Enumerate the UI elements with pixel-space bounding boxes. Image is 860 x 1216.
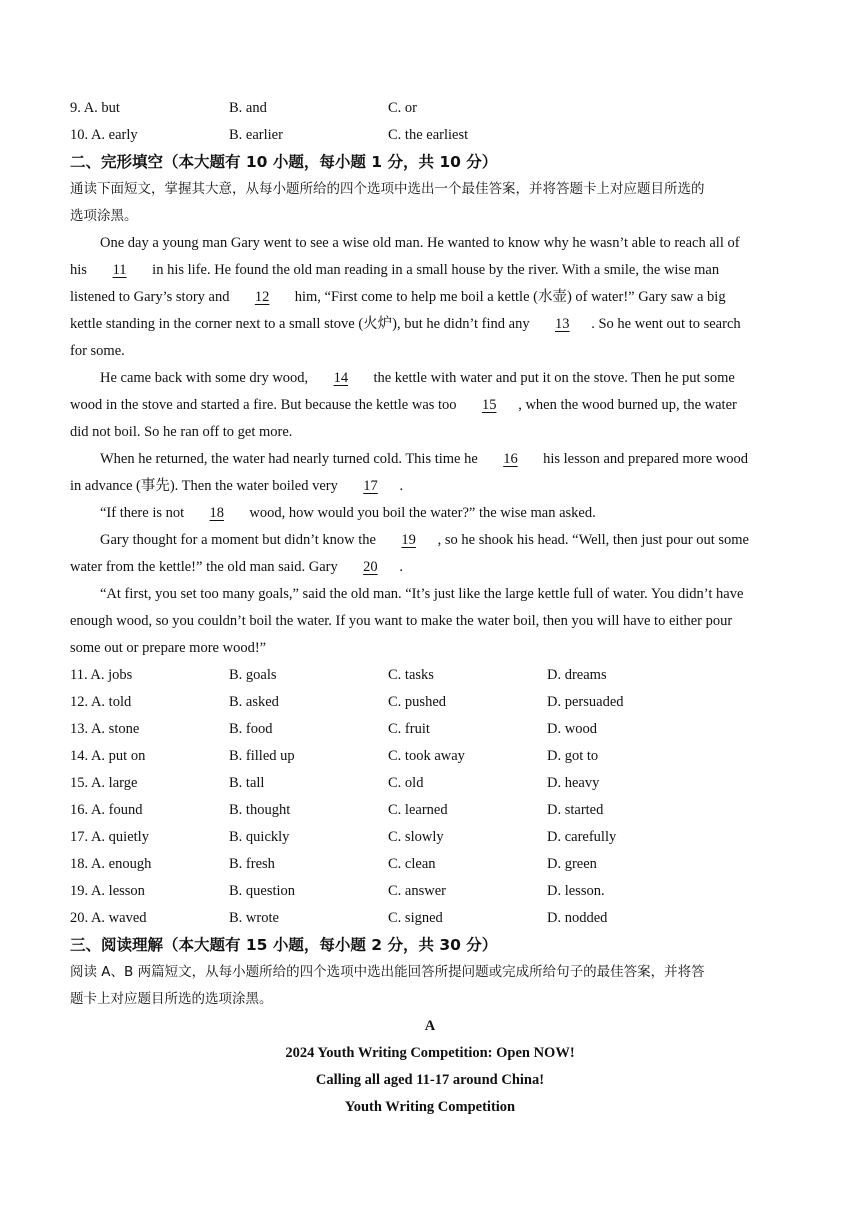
passage-line: kettle standing in the corner next to a small stove (火炉), but he didn’t find any 13 . So he went out to search: [70, 311, 790, 338]
option-d: D. persuaded: [547, 694, 624, 710]
option-c: C. or: [388, 100, 417, 116]
option-a: 18. A. enough: [70, 856, 152, 872]
question-9-options: [70, 95, 790, 122]
option-d: D. dreams: [547, 667, 607, 683]
section-2-instruction-cont: 选项涂黑。: [70, 208, 138, 224]
passage-line: his 11 in his life. He found the old man reading in a small house by the river. With a smile, the wise man: [70, 257, 790, 284]
part-label: A: [424, 1018, 436, 1034]
passage-line: One day a young man Gary went to see a wise old man. He wanted to know why he wasn’t able to reach all of: [100, 235, 740, 251]
passage-line: enough wood, so you couldn’t boil the water. If you want to make the water boil, then you will have to either pour: [70, 613, 733, 629]
passage-line: in advance (事先). Then the water boiled very 17 .: [70, 473, 790, 500]
option-d: D. got to: [547, 748, 599, 764]
passage-line: “If there is not 18 wood, how would you boil the water?” the wise man asked.: [70, 500, 790, 527]
blank-14: 14: [333, 370, 349, 386]
option-a: 17. A. quietly: [70, 829, 149, 845]
question-options-row: [70, 662, 790, 689]
option-b: B. fresh: [229, 856, 275, 872]
option-a: 11. A. jobs: [70, 667, 133, 683]
blank-19: 19: [401, 532, 416, 548]
question-options-row: [70, 878, 790, 905]
option-d: D. nodded: [547, 910, 608, 926]
option-d: D. wood: [547, 721, 597, 737]
article-heading: 2024 Youth Writing Competition: Open NOW!: [285, 1045, 575, 1061]
option-b: B. tall: [229, 775, 265, 791]
passage-line: did not boil. So he ran off to get more.: [70, 424, 293, 440]
passage-line: When he returned, the water had nearly turned cold. This time he 16 his lesson and prepared more wood: [70, 446, 790, 473]
passage-line: some out or prepare more wood!”: [70, 640, 267, 656]
question-10-options: [70, 122, 790, 149]
question-options-row: [70, 716, 790, 743]
option-a: 19. A. lesson: [70, 883, 145, 899]
option-a: 15. A. large: [70, 775, 138, 791]
option-c: C. fruit: [388, 721, 430, 737]
option-c: C. slowly: [388, 829, 444, 845]
option-d: D. heavy: [547, 775, 600, 791]
option-d: D. green: [547, 856, 597, 872]
section-2-title: 二、完形填空（本大题有 10 小题，每小题 1 分，共 10 分）: [70, 153, 498, 171]
question-options-row: [70, 797, 790, 824]
passage-line: water from the kettle!” the old man said. Gary 20 .: [70, 554, 790, 581]
option-c: C. clean: [388, 856, 436, 872]
option-a: 10. A. early: [70, 127, 138, 143]
option-b: B. asked: [229, 694, 279, 710]
option-b: B. quickly: [229, 829, 290, 845]
option-c: C. pushed: [388, 694, 446, 710]
question-options-row: [70, 689, 790, 716]
option-c: C. signed: [388, 910, 443, 926]
option-a: 20. A. waved: [70, 910, 147, 926]
option-a: 12. A. told: [70, 694, 132, 710]
option-c: C. tasks: [388, 667, 434, 683]
option-b: B. goals: [229, 667, 277, 683]
option-c: C. old: [388, 775, 424, 791]
article-subheading-2: Youth Writing Competition: [344, 1099, 516, 1115]
option-b: B. wrote: [229, 910, 279, 926]
option-c: C. learned: [388, 802, 448, 818]
option-b: B. thought: [229, 802, 291, 818]
option-b: B. food: [229, 721, 273, 737]
section-2-instruction: 通读下面短文，掌握其大意，从每小题所给的四个选项中选出一个最佳答案，并将答题卡上对应题目所选的: [70, 181, 705, 197]
option-d: D. lesson.: [547, 883, 605, 899]
blank-12: 12: [254, 289, 270, 305]
exam-page: [70, 95, 790, 1121]
passage-line: Gary thought for a moment but didn’t know the 19 , so he shook his head. “Well, then just pour out some: [70, 527, 790, 554]
option-b: B. earlier: [229, 127, 283, 143]
blank-15: 15: [481, 397, 497, 413]
option-b: B. question: [229, 883, 296, 899]
question-options-row: [70, 770, 790, 797]
passage-line: He came back with some dry wood, 14 the kettle with water and put it on the stove. Then he put some: [70, 365, 790, 392]
passage-line: for some.: [70, 343, 125, 359]
question-options-row: [70, 851, 790, 878]
blank-11: 11: [112, 262, 127, 278]
blank-17: 17: [363, 478, 378, 494]
option-c: C. answer: [388, 883, 446, 899]
option-a: 13. A. stone: [70, 721, 140, 737]
section-3-instruction: 阅读 A、B 两篇短文，从每小题所给的四个选项中选出能回答所提问题或完成所给句子的最佳答案，并将答: [70, 964, 705, 980]
question-options-row: [70, 743, 790, 770]
option-c: C. took away: [388, 748, 465, 764]
cloze-options-list: [70, 662, 790, 932]
question-options-row: [70, 905, 790, 932]
passage-line: “At first, you set too many goals,” said the old man. “It’s just like the large kettle full of water. You didn’t have: [100, 586, 744, 602]
option-b: B. and: [229, 100, 267, 116]
option-a: 14. A. put on: [70, 748, 146, 764]
option-d: D. started: [547, 802, 604, 818]
option-b: B. filled up: [229, 748, 295, 764]
article-subheading: Calling all aged 11-17 around China!: [315, 1072, 545, 1088]
option-a: 9. A. but: [70, 100, 120, 116]
passage-line: wood in the stove and started a fire. But because the kettle was too 15 , when the wood burned up, the water: [70, 392, 790, 419]
blank-20: 20: [363, 559, 378, 575]
passage-line: listened to Gary’s story and 12 him, “First come to help me boil a kettle (水壶) of water!” Gary saw a big: [70, 284, 790, 311]
question-options-row: [70, 824, 790, 851]
option-c: C. the earliest: [388, 127, 469, 143]
section-3-title: 三、阅读理解（本大题有 15 小题，每小题 2 分，共 30 分）: [70, 936, 498, 954]
option-a: 16. A. found: [70, 802, 143, 818]
option-d: D. carefully: [547, 829, 617, 845]
blank-13: 13: [554, 316, 570, 332]
section-3-instruction-cont: 题卡上对应题目所选的选项涂黑。: [70, 991, 273, 1007]
blank-16: 16: [503, 451, 518, 467]
blank-18: 18: [209, 505, 225, 521]
